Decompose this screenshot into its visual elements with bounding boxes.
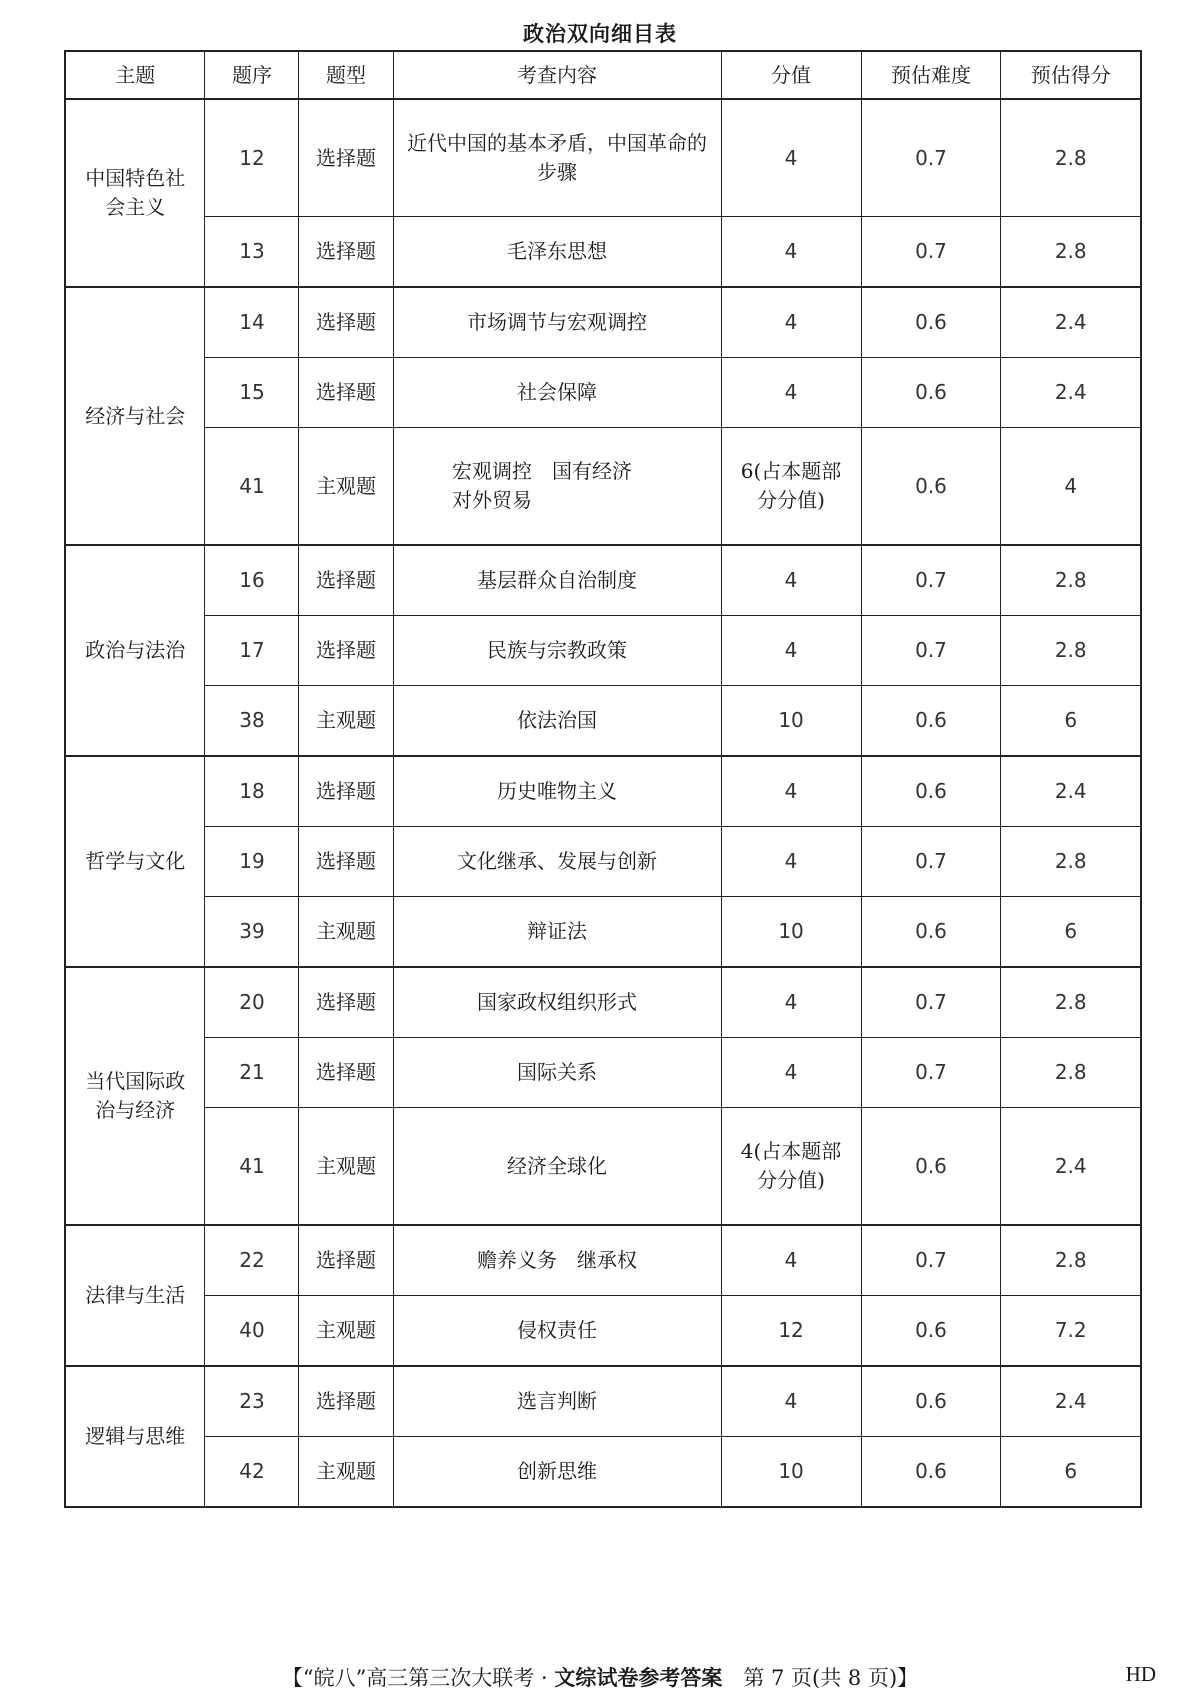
num-cell: 21	[205, 1038, 299, 1108]
score-cell: 4	[721, 99, 861, 217]
score-text: 4(占本题部分分值)	[740, 1139, 842, 1192]
topic-cell: 经济与社会	[65, 287, 205, 545]
content-cell: 国家政权组织形式	[393, 967, 721, 1038]
est-cell: 2.8	[1001, 217, 1141, 288]
content-cell: 选言判断	[393, 1366, 721, 1437]
num-cell: 14	[205, 287, 299, 358]
score-cell: 4	[721, 616, 861, 686]
num-cell: 23	[205, 1366, 299, 1437]
difficulty-cell: 0.7	[861, 827, 1001, 897]
table-row	[65, 967, 1141, 1038]
table-row	[65, 545, 1141, 616]
table-row	[65, 827, 1141, 897]
page-title: 政治双向细目表	[523, 22, 677, 46]
header-row	[65, 51, 1141, 99]
table-row	[65, 358, 1141, 428]
difficulty-cell: 0.6	[861, 1108, 1001, 1226]
num-cell: 20	[205, 967, 299, 1038]
topic-text: 当代国际政治与经济	[85, 1069, 186, 1122]
table-row	[65, 99, 1141, 217]
spec-table	[64, 50, 1142, 1508]
header-topic: 主题	[65, 51, 205, 99]
content-cell: 经济全球化	[393, 1108, 721, 1226]
difficulty-cell: 0.6	[861, 1437, 1001, 1508]
type-cell: 主观题	[299, 897, 393, 968]
score-text: 6(占本题部分分值)	[740, 459, 842, 512]
difficulty-cell: 0.7	[861, 99, 1001, 217]
type-cell: 主观题	[299, 428, 393, 546]
table-row	[65, 428, 1141, 546]
type-cell: 选择题	[299, 287, 393, 358]
score-cell: 4	[721, 827, 861, 897]
topic-text: 中国特色社会主义	[85, 166, 186, 219]
type-cell: 选择题	[299, 616, 393, 686]
topic-cell	[65, 99, 205, 287]
type-cell: 主观题	[299, 1437, 393, 1508]
type-cell: 选择题	[299, 217, 393, 288]
est-cell: 2.8	[1001, 545, 1141, 616]
difficulty-cell: 0.6	[861, 686, 1001, 757]
table-row	[65, 1366, 1141, 1437]
num-cell: 41	[205, 1108, 299, 1226]
score-cell	[721, 1108, 861, 1226]
header-num: 题序	[205, 51, 299, 99]
est-cell: 2.8	[1001, 99, 1141, 217]
header-type: 题型	[299, 51, 393, 99]
footer-title: 文综试卷参考答案	[554, 1665, 723, 1690]
score-cell: 4	[721, 1366, 861, 1437]
topic-cell: 哲学与文化	[65, 756, 205, 967]
score-cell: 4	[721, 287, 861, 358]
est-cell: 2.8	[1001, 616, 1141, 686]
num-cell: 15	[205, 358, 299, 428]
content-cell: 侵权责任	[393, 1296, 721, 1367]
difficulty-cell: 0.6	[861, 1366, 1001, 1437]
content-cell: 市场调节与宏观调控	[393, 287, 721, 358]
type-cell: 选择题	[299, 1366, 393, 1437]
num-cell: 42	[205, 1437, 299, 1508]
difficulty-cell: 0.6	[861, 756, 1001, 827]
num-cell: 13	[205, 217, 299, 288]
content-cell: 近代中国的基本矛盾，中国革命的步骤	[393, 99, 721, 217]
content-cell: 依法治国	[393, 686, 721, 757]
score-cell: 4	[721, 967, 861, 1038]
difficulty-cell: 0.6	[861, 897, 1001, 968]
difficulty-cell: 0.7	[861, 616, 1001, 686]
num-cell: 41	[205, 428, 299, 546]
est-cell: 2.4	[1001, 1108, 1141, 1226]
est-cell: 7.2	[1001, 1296, 1141, 1367]
est-cell: 4	[1001, 428, 1141, 546]
footer-dot: ·	[534, 1666, 555, 1690]
footer-page: 第 7 页(共 8 页)】	[722, 1666, 919, 1690]
difficulty-cell: 0.6	[861, 358, 1001, 428]
num-cell: 22	[205, 1225, 299, 1296]
num-cell: 18	[205, 756, 299, 827]
type-cell: 选择题	[299, 99, 393, 217]
group-zhengzhi-fazhi	[65, 545, 1141, 756]
type-cell: 主观题	[299, 1296, 393, 1367]
score-cell: 4	[721, 756, 861, 827]
score-cell: 10	[721, 686, 861, 757]
difficulty-cell: 0.6	[861, 1296, 1001, 1367]
est-cell: 2.8	[1001, 1225, 1141, 1296]
footer-left: 【“皖八”高三第三次大联考	[281, 1666, 535, 1690]
num-cell: 17	[205, 616, 299, 686]
content-cell: 辩证法	[393, 897, 721, 968]
type-cell: 选择题	[299, 1038, 393, 1108]
est-cell: 2.4	[1001, 287, 1141, 358]
num-cell: 16	[205, 545, 299, 616]
table-row	[65, 756, 1141, 827]
content-cell: 赡养义务 继承权	[393, 1225, 721, 1296]
difficulty-cell: 0.7	[861, 545, 1001, 616]
est-cell: 2.8	[1001, 827, 1141, 897]
table-row	[65, 1108, 1141, 1226]
num-cell: 40	[205, 1296, 299, 1367]
difficulty-cell: 0.7	[861, 1225, 1001, 1296]
content-cell	[393, 428, 721, 546]
est-cell: 2.8	[1001, 1038, 1141, 1108]
content-cell: 基层群众自治制度	[393, 545, 721, 616]
content-cell: 毛泽东思想	[393, 217, 721, 288]
est-cell: 2.4	[1001, 358, 1141, 428]
content-text: 宏观调控 国有经济 对外贸易	[452, 459, 653, 512]
difficulty-cell: 0.6	[861, 428, 1001, 546]
score-cell	[721, 428, 861, 546]
type-cell: 选择题	[299, 545, 393, 616]
topic-cell: 逻辑与思维	[65, 1366, 205, 1507]
score-cell: 4	[721, 358, 861, 428]
est-cell: 6	[1001, 1437, 1141, 1508]
num-cell: 38	[205, 686, 299, 757]
group-luoji-siwei	[65, 1366, 1141, 1507]
type-cell: 选择题	[299, 967, 393, 1038]
group-dangdai-guoji	[65, 967, 1141, 1225]
header-est: 预估得分	[1001, 51, 1141, 99]
table-row	[65, 1437, 1141, 1508]
num-cell: 39	[205, 897, 299, 968]
score-cell: 4	[721, 1225, 861, 1296]
group-falv-shenghuo	[65, 1225, 1141, 1366]
type-cell: 主观题	[299, 686, 393, 757]
type-cell: 选择题	[299, 827, 393, 897]
topic-cell: 政治与法治	[65, 545, 205, 756]
page-footer	[0, 1662, 1200, 1692]
difficulty-cell: 0.7	[861, 1038, 1001, 1108]
difficulty-cell: 0.7	[861, 967, 1001, 1038]
score-cell: 10	[721, 897, 861, 968]
score-cell: 10	[721, 1437, 861, 1508]
topic-cell: 法律与生活	[65, 1225, 205, 1366]
table-row	[65, 287, 1141, 358]
table-row	[65, 616, 1141, 686]
est-cell: 2.8	[1001, 967, 1141, 1038]
num-cell: 12	[205, 99, 299, 217]
content-cell: 创新思维	[393, 1437, 721, 1508]
type-cell: 主观题	[299, 1108, 393, 1226]
content-cell: 民族与宗教政策	[393, 616, 721, 686]
content-cell: 历史唯物主义	[393, 756, 721, 827]
score-cell: 12	[721, 1296, 861, 1367]
group-zhexue-wenhua	[65, 756, 1141, 967]
est-cell: 6	[1001, 686, 1141, 757]
type-cell: 选择题	[299, 1225, 393, 1296]
header-score: 分值	[721, 51, 861, 99]
group-jingji-shehui	[65, 287, 1141, 545]
score-cell: 4	[721, 1038, 861, 1108]
footer-code: HD	[1125, 1662, 1156, 1686]
content-cell: 社会保障	[393, 358, 721, 428]
difficulty-cell: 0.6	[861, 287, 1001, 358]
score-cell: 4	[721, 545, 861, 616]
group-zhongguo-tese	[65, 99, 1141, 287]
num-cell: 19	[205, 827, 299, 897]
header-difficulty: 预估难度	[861, 51, 1001, 99]
est-cell: 2.4	[1001, 756, 1141, 827]
table-row	[65, 1225, 1141, 1296]
score-cell: 4	[721, 217, 861, 288]
est-cell: 2.4	[1001, 1366, 1141, 1437]
content-cell: 文化继承、发展与创新	[393, 827, 721, 897]
table-row	[65, 686, 1141, 757]
difficulty-cell: 0.7	[861, 217, 1001, 288]
content-cell: 国际关系	[393, 1038, 721, 1108]
est-cell: 6	[1001, 897, 1141, 968]
table-row	[65, 1038, 1141, 1108]
table-row	[65, 217, 1141, 288]
header-content: 考查内容	[393, 51, 721, 99]
type-cell: 选择题	[299, 756, 393, 827]
table-row	[65, 1296, 1141, 1367]
topic-cell	[65, 967, 205, 1225]
type-cell: 选择题	[299, 358, 393, 428]
table-row	[65, 897, 1141, 968]
